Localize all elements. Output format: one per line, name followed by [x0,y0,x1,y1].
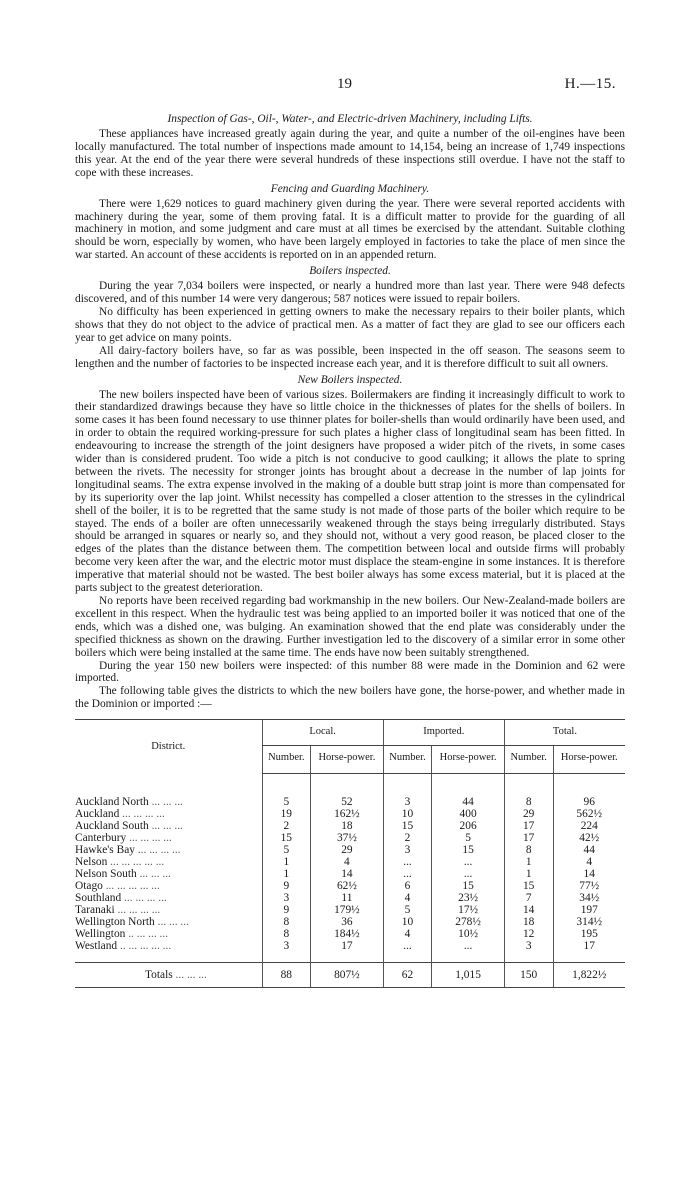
table-cell: 12 [504,928,553,940]
table-cell: 10 [383,916,432,928]
district-cell: Auckland South ... ... ... [75,820,183,833]
totals-label: Totals ... ... ... [75,963,262,988]
table-row [75,904,625,916]
table-cell: 1 [262,856,311,868]
district-cell: Auckland ... ... ... ... [75,808,165,821]
table-row [75,916,625,928]
table-cell: 29 [504,808,553,820]
table-cell: 8 [262,916,311,928]
paragraph: The following table gives the districts to which the new boilers have gone, the horse-power, and whether made in the Dominion or imported :— [75,685,625,711]
table-cell: 2 [383,832,432,844]
district-cell: Nelson South ... ... ... [75,868,171,881]
table-row [75,940,625,963]
table-cell: 314½ [553,916,625,928]
table-cell: 14 [553,868,625,880]
table-cell: 15 [504,880,553,892]
table-cell: 34½ [553,892,625,904]
district-cell: Wellington North ... ... ... [75,916,189,929]
table-row [75,808,625,820]
table-cell: 3 [262,892,311,904]
table-cell: 62½ [311,880,384,892]
local-group-header: Local. [262,720,383,746]
totals-row [75,963,625,988]
table-cell: 44 [432,774,505,809]
table-body [75,774,625,963]
table-cell: 10½ [432,928,505,940]
table-row [75,774,625,809]
table-cell: 3 [383,844,432,856]
table-cell: 150 [504,963,553,988]
table-cell: 15 [262,832,311,844]
table-cell: 17 [553,940,625,963]
section-heading-machinery: Inspection of Gas-, Oil-, Water-, and Electric-driven Machinery, including Lifts. [167,113,533,125]
table-cell: 62 [383,963,432,988]
table-cell: 17 [504,832,553,844]
district-cell: Canterbury ... ... ... ... [75,832,172,845]
district-cell: Auckland North ... ... ... [75,795,183,808]
section-heading-fencing: Fencing and Guarding Machinery. [270,182,430,195]
paragraph: During the year 150 new boilers were inspected: of this number 88 were made in the Dominion and 62 were imported. [75,659,625,685]
table-cell: 17 [504,820,553,832]
table-cell: 37½ [311,832,384,844]
column-header: Horse-power. [311,746,384,774]
table-cell: 400 [432,808,505,820]
table-row [75,832,625,844]
table-cell: 42½ [553,832,625,844]
table-cell: 15 [432,880,505,892]
table-cell: 179½ [311,904,384,916]
table-cell: 8 [504,844,553,856]
new-boilers-table [75,719,625,988]
table-cell: 162½ [311,808,384,820]
table-cell: ... [432,856,505,868]
district-cell: Hawke's Bay ... ... ... ... [75,844,181,857]
table-cell: 206 [432,820,505,832]
table-cell: ... [432,868,505,880]
table-cell: 9 [262,904,311,916]
column-header: Number. [383,746,432,774]
table-cell: 3 [262,940,311,963]
table-cell: 18 [311,820,384,832]
paragraph: During the year 7,034 boilers were inspected, or nearly a hundred more than last year. There were 948 defects discovered, and of this number 14 were very dangerous; 587 notices were issued to repair boilers. [75,280,625,306]
table-cell: 4 [383,928,432,940]
document-reference: H.—15. [564,76,616,92]
table-cell: 17½ [432,904,505,916]
district-cell: Wellington .. ... ... ... [75,928,169,941]
table-cell: 11 [311,892,384,904]
table-cell: 77½ [553,880,625,892]
table-cell: 96 [553,774,625,809]
table-row [75,880,625,892]
table-cell: 4 [311,856,384,868]
paragraph: There were 1,629 notices to guard machinery given during the year. There were several reported accidents with machinery during the year, some of them proving fatal. It is a difficult matter to provide for the guarding of all machinery in motion, and some judgment and care must at all times be exercised by the attendant. Suitable clothing should be worn, especially by women, who have been largely employed in factories to take the place of men since the war started. An account of these accidents is reported on in an appended return. [75,197,625,262]
table-cell: 195 [553,928,625,940]
table-cell: 8 [262,928,311,940]
table-row [75,892,625,904]
table-cell: 52 [311,774,384,809]
table-cell: 5 [262,774,311,809]
table-cell: ... [383,856,432,868]
imported-group-header: Imported. [383,720,504,746]
table-cell: 1,015 [432,963,505,988]
table-cell: 15 [383,820,432,832]
table-cell: 10 [383,808,432,820]
table-row [75,928,625,940]
paragraph: The new boilers inspected have been of various sizes. Boilermakers are finding it increasingly difficult to work to their standardized drawings because they have so little choice in the thicknesses of plates for the shells of boilers. In some cases it has been found necessary to use thinner plates for boiler-shells than would ordinarily have been used, and in order to obtain the required working-pressure for such plates a higher class of longitudinal seam has been fitted. In endeavouring to increase the strength of the joint designers have proposed a wider pitch of the rivets, in some cases wider than is considered prudent. Too wide a pitch is not conducive to good caulking; it allows the plate to spring between the rivets. The necessity for stronger joints has brought about a decrease in the number of lap joints for longitudinal seams. The extra expense involved in the making of a double butt strap joint is more than compensated for by its superiority over the lap joint. Whilst necessity has compelled a closer attention to the stresses in the cylindrical shell of the boiler, it is to be regretted that the same study is not made of those parts of the boiler which require to be stayed. The ends of a boiler are often unnecessarily weakened through the stays being irregularly distributed. Stays should be arranged in squares or nearly so, and they should not, without a very good reason, be placed closer to the edges of the plates than the distance between them. The competition between local and outside firms will probably become very keen after the war, and the electric motor must displace the steam-engine in some instances. It is therefore imperative that material should not be wasted. The best boiler always has some excess material, but it is placed at the parts subject to the greatest deterioration. [75,388,625,595]
table-cell: 8 [504,774,553,809]
column-header: Horse-power. [432,746,505,774]
table-cell: 6 [383,880,432,892]
table-cell: 88 [262,963,311,988]
table-cell: 1 [262,868,311,880]
table-cell: 36 [311,916,384,928]
table-cell: 18 [504,916,553,928]
table-cell: 14 [311,868,384,880]
table-cell: 2 [262,820,311,832]
column-header: Number. [504,746,553,774]
table-cell: ... [432,940,505,963]
table-row [75,820,625,832]
table-cell: 14 [504,904,553,916]
table-cell: ... [383,940,432,963]
table-cell: 278½ [432,916,505,928]
page-content [75,112,625,988]
table-cell: 7 [504,892,553,904]
table-cell: 184½ [311,928,384,940]
table-cell: 4 [383,892,432,904]
table-cell: 4 [553,856,625,868]
table-row [75,844,625,856]
section-heading-new-boilers: New Boilers inspected. [297,373,403,386]
district-cell: Taranaki ... ... ... ... [75,904,161,917]
table-cell: 1 [504,856,553,868]
table-cell: 9 [262,880,311,892]
total-group-header: Total. [504,720,625,746]
table-cell: 15 [432,844,505,856]
table-cell: 5 [383,904,432,916]
table-cell: 23½ [432,892,505,904]
table-cell: 197 [553,904,625,916]
section-heading-boilers-inspected: Boilers inspected. [309,265,391,278]
paragraph: These appliances have increased greatly again during the year, and quite a number of the oil-engines have been locally manufactured. The total number of inspections made amount to 14,154, being an increase of 1,749 inspections this year. At the end of the year there were several hundreds of these inspections still overdue. I have not the staff to cope with these increases. [75,128,625,179]
table-cell: 3 [504,940,553,963]
paragraph: No difficulty has been experienced in getting owners to make the necessary repairs to their boiler plants, which shows that they do not object to the advice of practical men. As a matter of fact they are glad to see our officers each year to get advice on many points. [75,305,625,344]
table-cell: 224 [553,820,625,832]
column-header: Horse-power. [553,746,625,774]
table-cell: 19 [262,808,311,820]
table-cell: 44 [553,844,625,856]
table-cell: 5 [262,844,311,856]
table-row [75,856,625,868]
paragraph: All dairy-factory boilers have, so far as was possible, been inspected in the off season. The seasons seem to lengthen and the number of factories to be inspected increase each year, and it is therefore difficult to suit all owners. [75,344,625,370]
table-cell: 1,822½ [553,963,625,988]
table-cell: 807½ [311,963,384,988]
table-cell: 29 [311,844,384,856]
table-cell: ... [383,868,432,880]
column-header: Number. [262,746,311,774]
district-cell: Nelson ... ... ... ... ... [75,856,165,869]
district-header: District. [75,720,262,774]
page-number: 19 [337,76,352,92]
district-cell: Southland ... ... ... ... [75,892,167,905]
district-cell: Otago ... ... ... ... ... [75,880,160,893]
table-cell: 5 [432,832,505,844]
table-cell: 1 [504,868,553,880]
paragraph: No reports have been received regarding bad workmanship in the new boilers. Our New-Zealand-made boilers are excellent in this respect. When the hydraulic test was being applied to an imported boiler it was noticed that one of the ends, which was a dished one, was bulging. An examination showed that the end plate was considerably under the specified thickness as shown on the drawing. Further investigation led to the discovery of a similar error in some other boilers which were being installed at the same time. The ends have now been suitably strengthened. [75,595,625,659]
table-cell: 17 [311,940,384,963]
table-cell: 3 [383,774,432,809]
table-cell: 562½ [553,808,625,820]
district-cell: Westland .. ... ... ... ... [75,940,172,953]
table-row [75,868,625,880]
